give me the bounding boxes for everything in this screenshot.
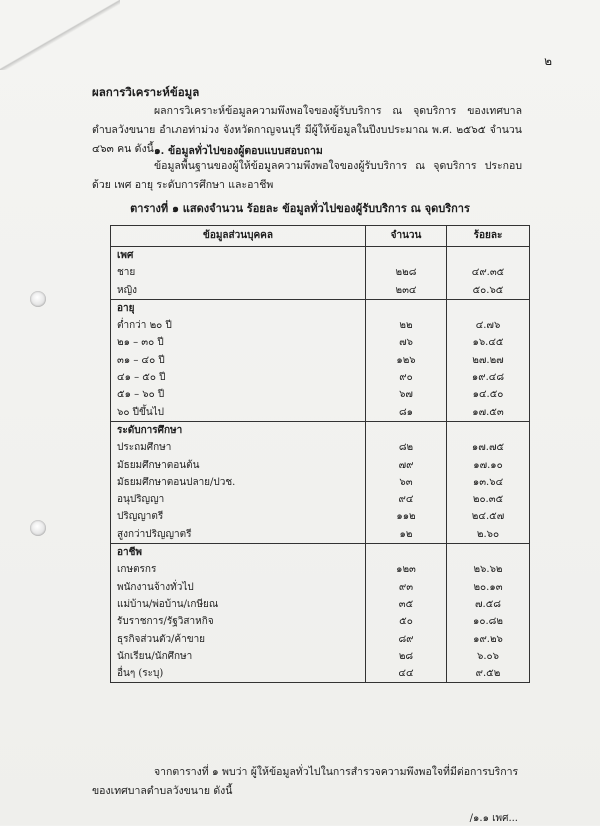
- row-label: ธุรกิจส่วนตัว/ค้าขาย: [111, 631, 366, 648]
- page-corner-fold: [0, 0, 120, 70]
- demographics-table: [110, 225, 530, 683]
- header-percent: ร้อยละ: [447, 226, 530, 247]
- intro-text: ผลการวิเคราะห์ข้อมูลความพึงพอใจของผู้รับบริการ ณ จุดบริการ ของเทศบาลตำบลวังขนาย อำเภอท่าม่วง จังหวัดกาญจนบุรี มีผู้ให้ข้อมูลในปีงบประมาณ พ.ศ. ๒๕๖๕ จำนวน ๔๖๓ คน ดังนี้: [92, 105, 522, 155]
- row-percent: ๒๐.๑๓: [447, 579, 530, 596]
- row-label: ๔๑ – ๕๐ ปี: [111, 369, 366, 386]
- table-row: [111, 264, 530, 281]
- row-percent: ๖.๐๖: [447, 648, 530, 665]
- row-label: ปริญญาตรี: [111, 508, 366, 525]
- row-label: มัธยมศึกษาตอนต้น: [111, 457, 366, 474]
- row-percent: ๑๗.๑๐: [447, 457, 530, 474]
- row-label: ๕๑ – ๖๐ ปี: [111, 386, 366, 403]
- row-percent: ๙.๕๒: [447, 665, 530, 683]
- conclusion-paragraph: [92, 763, 522, 801]
- row-label: ชาย: [111, 264, 366, 281]
- row-count: ๔๔: [366, 665, 447, 683]
- row-label: นักเรียน/นักศึกษา: [111, 648, 366, 665]
- table-row: [111, 439, 530, 456]
- group-count-empty: [366, 544, 447, 562]
- table-row: [111, 596, 530, 613]
- group-percent-empty: [447, 544, 530, 562]
- row-count: ๑๒: [366, 526, 447, 544]
- row-percent: ๒๗.๒๗: [447, 352, 530, 369]
- table-group-row: [111, 421, 530, 439]
- table-row: [111, 579, 530, 596]
- row-label: สูงกว่าปริญญาตรี: [111, 526, 366, 544]
- row-count: ๙๓: [366, 579, 447, 596]
- table-row: [111, 282, 530, 300]
- row-label: ต่ำกว่า ๒๐ ปี: [111, 317, 366, 334]
- row-percent: ๑๓.๖๔: [447, 474, 530, 491]
- group-count-empty: [366, 247, 447, 265]
- row-percent: ๑๐.๘๒: [447, 613, 530, 630]
- table-row: [111, 369, 530, 386]
- row-label: ๒๑ – ๓๐ ปี: [111, 334, 366, 351]
- row-count: ๑๒๖: [366, 352, 447, 369]
- conclusion-text: จากตารางที่ ๑ พบว่า ผู้ให้ข้อมูลทั่วไปในการสำรวจความพึงพอใจที่มีต่อการบริการของเทศบาลตำบลวังขนาย ดังนี้: [92, 766, 519, 797]
- row-percent: ๑๙.๔๘: [447, 369, 530, 386]
- group-percent-empty: [447, 299, 530, 317]
- table-header-row: [111, 226, 530, 247]
- row-label: ๖๐ ปีขึ้นไป: [111, 404, 366, 422]
- table-row: [111, 561, 530, 578]
- table-row: [111, 508, 530, 525]
- table-body: [111, 247, 530, 683]
- row-percent: ๒.๖๐: [447, 526, 530, 544]
- table-row: [111, 457, 530, 474]
- row-label: รับราชการ/รัฐวิสาหกิจ: [111, 613, 366, 630]
- continued-marker: /๑.๑ เพศ...: [469, 813, 518, 824]
- row-count: ๖๗: [366, 386, 447, 403]
- group-heading: ระดับการศึกษา: [111, 421, 366, 439]
- row-label: แม่บ้าน/พ่อบ้าน/เกษียณ: [111, 596, 366, 613]
- table-row: [111, 491, 530, 508]
- group-count-empty: [366, 421, 447, 439]
- row-percent: ๑๗.๗๕: [447, 439, 530, 456]
- row-label: หญิง: [111, 282, 366, 300]
- row-label: พนักงานจ้างทั่วไป: [111, 579, 366, 596]
- row-count: ๒๒: [366, 317, 447, 334]
- row-label: ๓๑ – ๔๐ ปี: [111, 352, 366, 369]
- table-row: [111, 526, 530, 544]
- row-count: ๑๒๓: [366, 561, 447, 578]
- row-percent: ๑๙.๒๖: [447, 631, 530, 648]
- row-label: ประถมศึกษา: [111, 439, 366, 456]
- subsection-paragraph: [92, 157, 522, 195]
- table-row: [111, 665, 530, 683]
- table-row: [111, 317, 530, 334]
- row-percent: ๒๖.๖๒: [447, 561, 530, 578]
- punch-hole-top: [30, 291, 46, 307]
- header-personal-info: ข้อมูลส่วนบุคคล: [111, 226, 366, 247]
- row-count: ๘๙: [366, 631, 447, 648]
- section-title: ผลการวิเคราะห์ข้อมูล: [92, 85, 200, 99]
- row-percent: ๑๗.๕๓: [447, 404, 530, 422]
- subsection-text: ข้อมูลพื้นฐานของผู้ให้ข้อมูลความพึงพอใจของผู้รับบริการ ณ จุดบริการ ประกอบด้วย เพศ อายุ ระดับการศึกษา และอาชีพ: [92, 160, 522, 191]
- row-percent: ๑๖.๔๕: [447, 334, 530, 351]
- row-count: ๒๒๘: [366, 264, 447, 281]
- page-number: ๒: [544, 54, 552, 68]
- table-row: [111, 352, 530, 369]
- header-count: จำนวน: [366, 226, 447, 247]
- group-percent-empty: [447, 421, 530, 439]
- row-count: ๘๒: [366, 439, 447, 456]
- table-row: [111, 404, 530, 422]
- row-percent: ๑๔.๕๐: [447, 386, 530, 403]
- row-count: ๙๔: [366, 491, 447, 508]
- row-label: อนุปริญญา: [111, 491, 366, 508]
- row-count: ๒๘: [366, 648, 447, 665]
- group-heading: อาชีพ: [111, 544, 366, 562]
- group-heading: เพศ: [111, 247, 366, 265]
- row-percent: ๔.๗๖: [447, 317, 530, 334]
- row-percent: ๕๐.๖๕: [447, 282, 530, 300]
- table-row: [111, 474, 530, 491]
- table-row: [111, 631, 530, 648]
- row-label: อื่นๆ (ระบุ): [111, 665, 366, 683]
- table-group-row: [111, 247, 530, 265]
- row-count: ๑๑๒: [366, 508, 447, 525]
- table-row: [111, 648, 530, 665]
- row-percent: ๒๐.๓๕: [447, 491, 530, 508]
- row-percent: ๔๙.๓๕: [447, 264, 530, 281]
- row-count: ๗๖: [366, 334, 447, 351]
- row-count: ๒๓๔: [366, 282, 447, 300]
- table-caption: ตารางที่ ๑ แสดงจำนวน ร้อยละ ข้อมูลทั่วไปของผู้รับบริการ ณ จุดบริการ: [130, 202, 470, 215]
- row-percent: ๗.๕๘: [447, 596, 530, 613]
- row-label: มัธยมศึกษาตอนปลาย/ปวช.: [111, 474, 366, 491]
- row-label: เกษตรกร: [111, 561, 366, 578]
- punch-hole-bottom: [30, 520, 46, 536]
- row-count: ๗๙: [366, 457, 447, 474]
- table-group-row: [111, 544, 530, 562]
- row-count: ๓๕: [366, 596, 447, 613]
- row-count: ๘๑: [366, 404, 447, 422]
- group-percent-empty: [447, 247, 530, 265]
- subsection-title: ๑. ข้อมูลทั่วไปของผู้ตอบแบบสอบถาม: [154, 145, 323, 157]
- table-row: [111, 386, 530, 403]
- table-row: [111, 613, 530, 630]
- row-count: ๙๐: [366, 369, 447, 386]
- row-count: ๖๓: [366, 474, 447, 491]
- row-percent: ๒๔.๕๗: [447, 508, 530, 525]
- group-heading: อายุ: [111, 299, 366, 317]
- group-count-empty: [366, 299, 447, 317]
- table-row: [111, 334, 530, 351]
- row-count: ๕๐: [366, 613, 447, 630]
- table-group-row: [111, 299, 530, 317]
